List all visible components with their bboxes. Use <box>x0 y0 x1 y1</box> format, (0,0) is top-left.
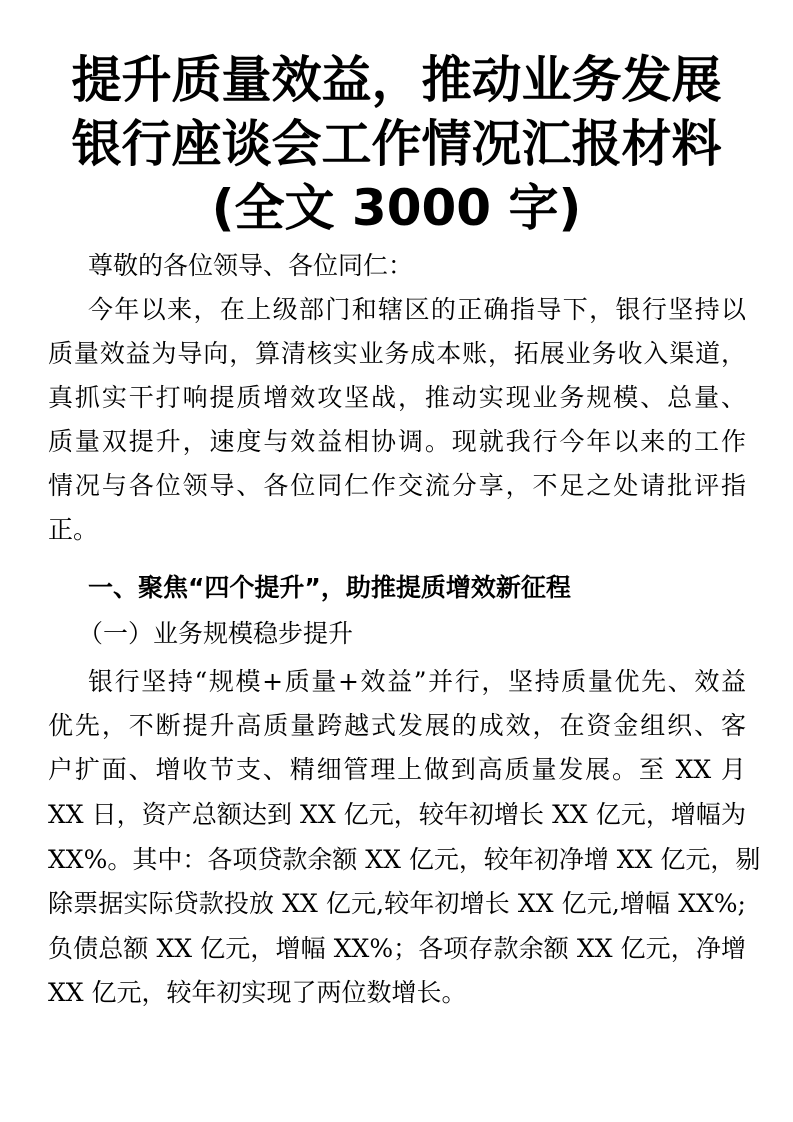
body-line-5: XX%。其中：各项贷款余额 XX 亿元，较年初净增 XX 亿元，剔 <box>48 845 761 874</box>
intro-line-6: 正。 <box>48 515 99 544</box>
document-title-line-2: 银行座谈会工作情况汇报材料 <box>71 115 722 173</box>
intro-line-1: 今年以来，在上级部门和辖区的正确指导下，银行坚持以 <box>88 295 746 324</box>
body-line-6: 除票据实际贷款投放 XX 亿元,较年初增长 XX 亿元,增幅 XX%; <box>48 889 746 918</box>
subsection-heading-1: （一）业务规模稳步提升 <box>78 619 354 648</box>
section-heading-1: 一、聚焦“四个提升”，助推提质增效新征程 <box>88 573 571 602</box>
body-line-8: XX 亿元，较年初实现了两位数增长。 <box>48 978 467 1007</box>
body-line-1: 银行坚持“规模+质量+效益”并行，坚持质量优先、效益 <box>88 667 746 696</box>
body-line-2: 优先，不断提升高质量跨越式发展的成效，在资金组织、客 <box>48 711 746 740</box>
intro-line-3: 真抓实干打响提质增效攻坚战，推动实现业务规模、总量、 <box>48 383 746 412</box>
document-title-line-1: 提升质量效益，推动业务发展 <box>71 51 722 109</box>
intro-line-5: 情况与各位领导、各位同仁作交流分享，不足之处请批评指 <box>48 471 746 500</box>
body-line-4: XX 日，资产总额达到 XX 亿元，较年初增长 XX 亿元，增幅为 <box>48 800 746 829</box>
document-title-line-3: (全文 3000 字) <box>211 179 582 237</box>
intro-line-2: 质量效益为导向，算清核实业务成本账，拓展业务收入渠道， <box>48 339 746 368</box>
body-line-7: 负债总额 XX 亿元，增幅 XX%；各项存款余额 XX 亿元，净增 <box>48 934 746 963</box>
salutation: 尊敬的各位领导、各位同仁： <box>88 251 414 280</box>
body-line-3: 户扩面、增收节支、精细管理上做到高质量发展。至 XX 月 <box>48 755 746 784</box>
intro-line-4: 质量双提升，速度与效益相协调。现就我行今年以来的工作 <box>48 427 746 456</box>
